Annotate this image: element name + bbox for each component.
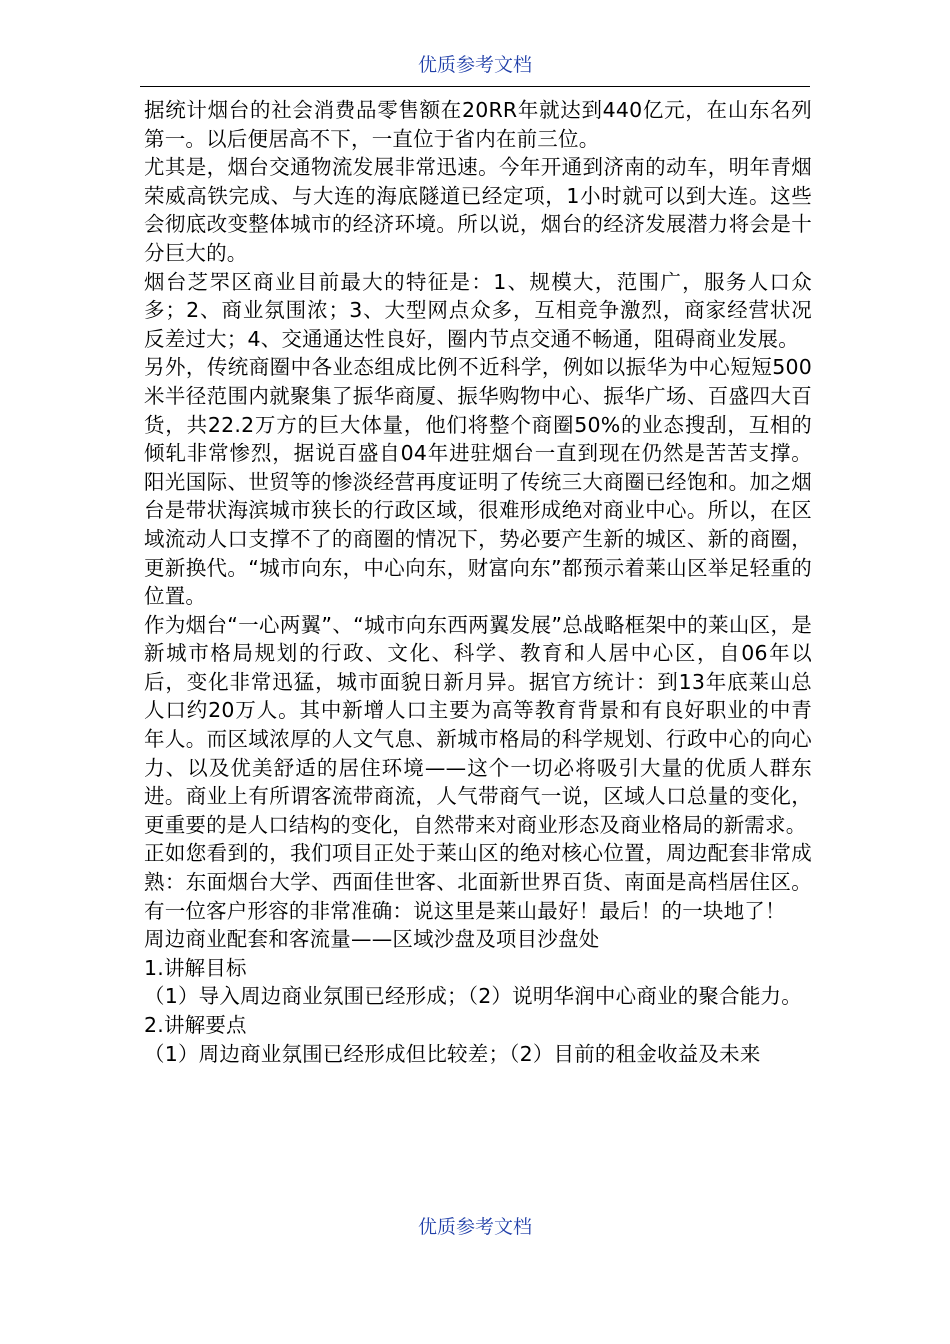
paragraph-retail-sales: 据统计烟台的社会消费品零售额在20RR年就达到440亿元，在山东名列第一。以后便居高不下，一直位于省内在前三位。 bbox=[144, 98, 812, 151]
paragraph-traditional-districts: 另外，传统商圈中各业态组成比例不近科学，例如以振华为中心短短500米半径范围内就聚集了振华商厦、振华购物中心、振华广场、百盛四大百货，共22.2万方的巨大体量，他们将整个商圈50%的业态搜刮，互相的倾轧非常惨烈，据说百盛自04年进驻烟台一直到现在仍然是苦苦支撑。阳光国际、世贸等的惨淡经营再度证明了传统三大商圈已经饱和。加之烟台是带状海滨城市狭长的行政区域，很难形成绝对商业中心。所以，在区域流动人口支撑不了的商圈的情况下，势必要产生新的城区、新的商圈，更新换代。“城市向东，中心向东，财富向东”都预示着莱山区举足轻重的位置。 bbox=[144, 355, 812, 609]
document-body bbox=[144, 96, 812, 1068]
paragraph-zhifu-features: 烟台芝罘区商业目前最大的特征是：1、规模大，范围广，服务人口众多；2、商业氛围浓；3、大型网点众多，互相竞争激烈，商家经营状况反差过大；4、交通通达性良好，圈内节点交通不畅通，阻碍商业发展。 bbox=[144, 269, 812, 351]
paragraph-key-points: （1）周边商业氛围已经形成但比较差；（2）目前的租金收益及未来 bbox=[144, 1041, 761, 1066]
header-divider bbox=[140, 86, 810, 87]
paragraph-transport: 尤其是，烟台交通物流发展非常迅速。今年开通到济南的动车，明年青烟荣威高铁完成、与大连的海底隧道已经定项，1小时就可以到大连。这些会彻底改变整体城市的经济环境。所以说，烟台的经济发展潜力将会是十分巨大的。 bbox=[144, 155, 812, 265]
paragraph-project-location: 正如您看到的，我们项目正处于莱山区的绝对核心位置，周边配套非常成熟：东面烟台大学、西面佳世客、北面新世界百货、南面是高档居住区。有一位客户形容的非常准确：说这里是莱山最好！最后！的一块地了！ bbox=[144, 841, 812, 923]
page-footer: 优质参考文档 bbox=[417, 1216, 532, 1238]
subheading-goals: 1.讲解目标 bbox=[144, 955, 247, 980]
page-header: 优质参考文档 bbox=[417, 54, 532, 76]
paragraph-goals: （1）导入周边商业氛围已经形成；（2）说明华润中心商业的聚合能力。 bbox=[144, 984, 802, 1009]
subheading-key-points: 2.讲解要点 bbox=[144, 1013, 247, 1037]
section-heading-surroundings: 周边商业配套和客流量——区域沙盘及项目沙盘处 bbox=[144, 927, 600, 952]
paragraph-laishan-district: 作为烟台“一心两翼”、“城市向东西两翼发展”总战略框架中的莱山区，是新城市格局规划的行政、文化、科学、教育和人居中心区，自06年以后，变化非常迅猛，城市面貌日新月异。据官方统计：到13年底莱山总人口约20万人。其中新增人口主要为高等教育背景和有良好职业的中青年人。而区域浓厚的人文气息、新城市格局的科学规划、行政中心的向心力、以及优美舒适的居住环境——这个一切必将吸引大量的优质人群东进。商业上有所谓客流带商流，人气带商气一说，区域人口总量的变化，更重要的是人口结构的变化，自然带来对商业形态及商业格局的新需求。 bbox=[144, 612, 812, 837]
